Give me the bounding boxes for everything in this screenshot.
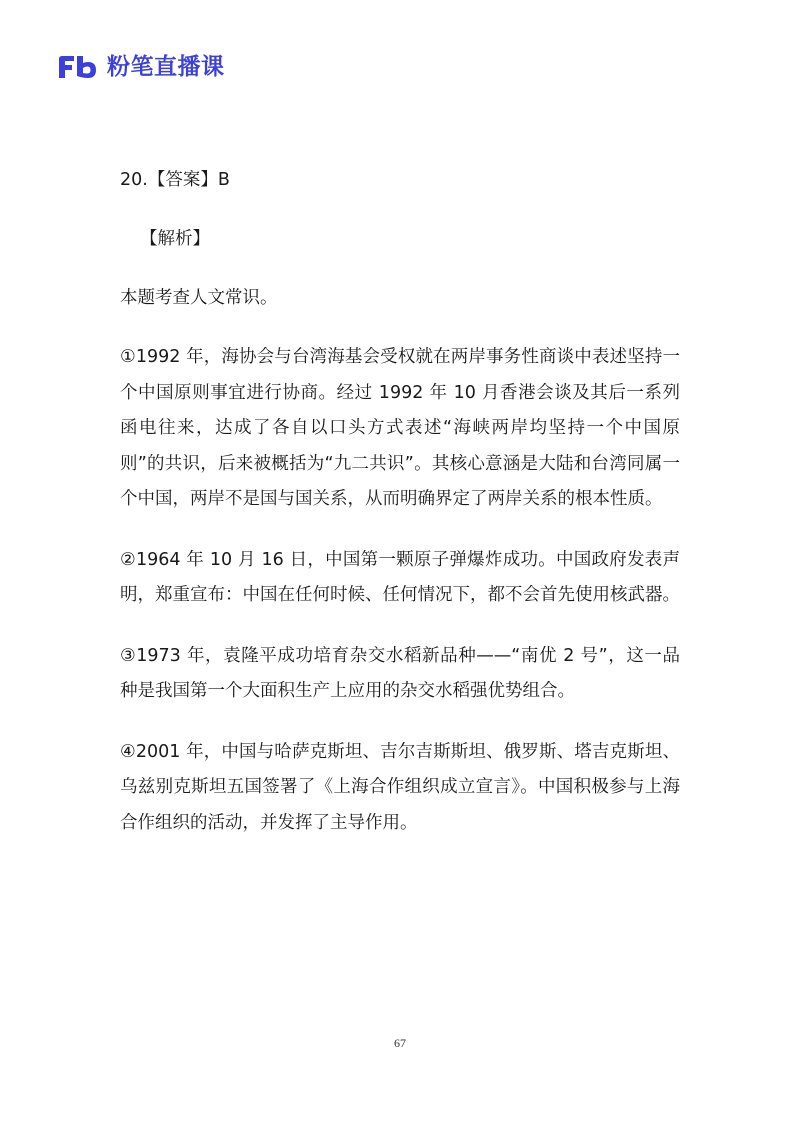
explanation-paragraph-4: ④2001 年，中国与哈萨克斯坦、吉尔吉斯斯坦、俄罗斯、塔吉克斯坦、乌兹别克斯坦五国签署了《上海合作组织成立宣言》。中国积极参与上海合作组织的活动，并发挥了主导作用。	[120, 741, 680, 833]
answer-line: 20.【答案】B	[120, 170, 230, 190]
explanation-paragraph-1: ①1992 年，海协会与台湾海基会受权就在两岸事务性商谈中表述坚持一个中国原则事宜进行协商。经过 1992 年 10 月香港会谈及其后一系列函电往来，达成了各自以口头方式表述“海峡两岸均坚持一个中国原则”的共识，后来被概括为“九二共识”。其核心意涵是大陆和台湾同属一个中国，两岸不是国与国关系，从而明确界定了两岸关系的根本性质。	[120, 347, 680, 509]
fb-logo-icon	[57, 54, 99, 80]
analysis-heading: 【解析】	[140, 229, 210, 249]
explanation-paragraph-2: ②1964 年 10 月 16 日，中国第一颗原子弹爆炸成功。中国政府发表声明，郑重宣布：中国在任何时候、任何情况下，都不会首先使用核武器。	[120, 549, 680, 605]
explanation-paragraph-3: ③1973 年，袁隆平成功培育杂交水稻新品种——“南优 2 号”，这一品种是我国第一个大面积生产上应用的杂交水稻强优势组合。	[120, 645, 680, 701]
brand-header	[57, 52, 225, 82]
document-body	[120, 163, 680, 841]
page-number: 67	[394, 1036, 406, 1050]
intro-paragraph: 本题考查人文常识。	[120, 288, 278, 308]
brand-name: 粉笔直播课	[107, 54, 225, 80]
